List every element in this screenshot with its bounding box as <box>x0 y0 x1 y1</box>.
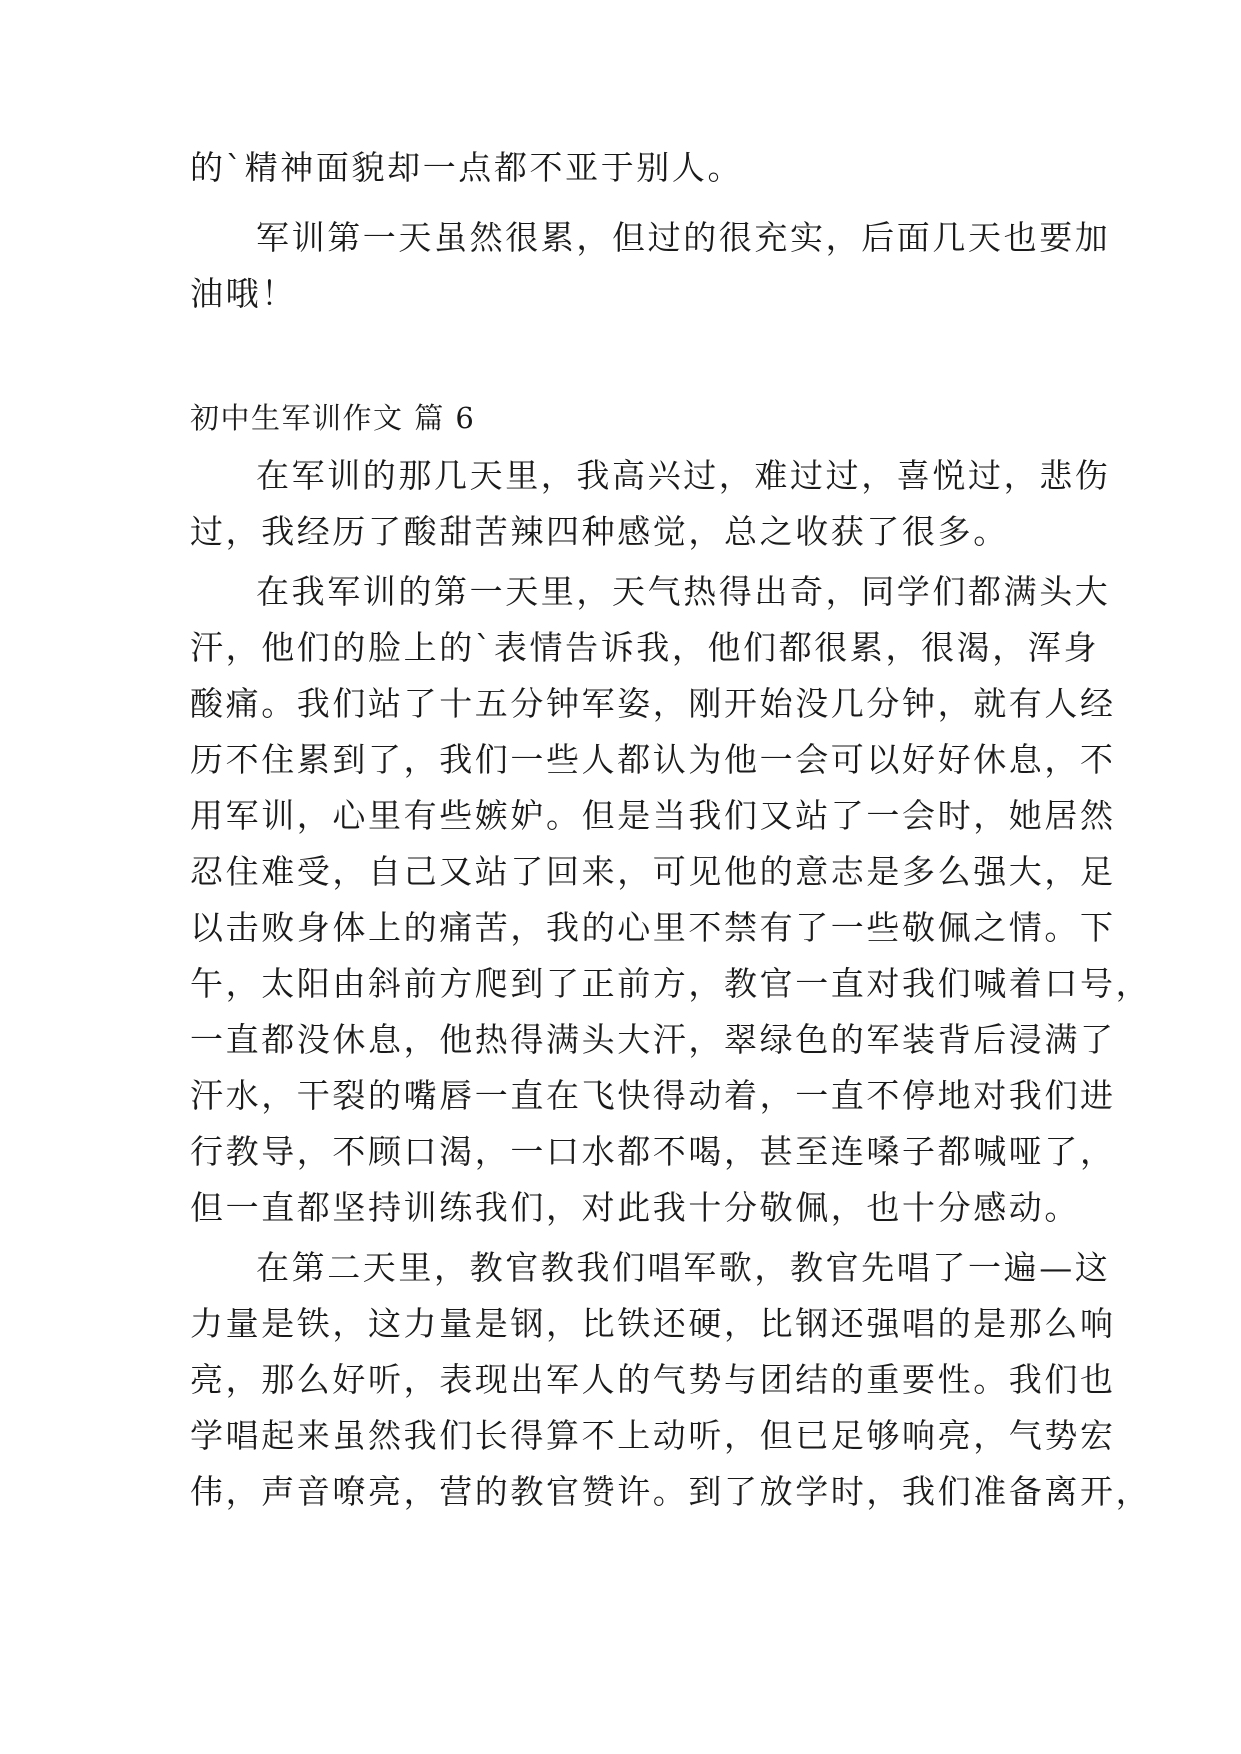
paragraph-line: 午，太阳由斜前方爬到了正前方，教官一直对我们喊着口号， <box>190 964 1152 1003</box>
paragraph-line: 汗水，干裂的嘴唇一直在飞快得动着，一直不停地对我们进 <box>190 1076 1116 1115</box>
paragraph-line: 在我军训的第一天里，天气热得出奇，同学们都满头大 <box>256 572 1111 611</box>
paragraph-line: 军训第一天虽然很累，但过的很充实，后面几天也要加 <box>256 218 1111 257</box>
paragraph-line: 忍住难受，自己又站了回来，可见他的意志是多么强大，足 <box>190 852 1116 891</box>
paragraph-line: 油哦！ <box>190 274 297 313</box>
paragraph-line: 在第二天里，教官教我们唱军歌，教官先唱了一遍—这 <box>256 1248 1111 1287</box>
paragraph-line: 力量是铁，这力量是钢，比铁还硬，比钢还强唱的是那么响 <box>190 1304 1116 1343</box>
paragraph-line: 在军训的那几天里，我高兴过，难过过，喜悦过，悲伤 <box>256 456 1111 495</box>
paragraph-line: 伟，声音嘹亮，营的教官赞许。到了放学时，我们准备离开， <box>190 1472 1152 1511</box>
paragraph-line: 学唱起来虽然我们长得算不上动听，但已足够响亮，气势宏 <box>190 1416 1116 1455</box>
paragraph-line: 过，我经历了酸甜苦辣四种感觉，总之收获了很多。 <box>190 512 1009 551</box>
paragraph-line: 亮，那么好听，表现出军人的气势与团结的重要性。我们也 <box>190 1360 1116 1399</box>
paragraph-line: 但一直都坚持训练我们，对此我十分敬佩，也十分感动。 <box>190 1188 1080 1227</box>
paragraph-line: 的`精神面貌却一点都不亚于别人。 <box>190 148 744 187</box>
paragraph-line: 历不住累到了，我们一些人都认为他一会可以好好休息，不 <box>190 740 1116 779</box>
paragraph-line: 用军训，心里有些嫉妒。但是当我们又站了一会时，她居然 <box>190 796 1116 835</box>
paragraph-line: 行教导，不顾口渴，一口水都不喝，甚至连嗓子都喊哑了， <box>190 1132 1116 1171</box>
paragraph-line: 酸痛。我们站了十五分钟军姿，刚开始没几分钟，就有人经 <box>190 684 1116 723</box>
paragraph-line: 一直都没休息，他热得满头大汗，翠绿色的军装背后浸满了 <box>190 1020 1116 1059</box>
paragraph-line: 汗，他们的脸上的`表情告诉我，他们都很累，很渴，浑身 <box>190 628 1100 667</box>
paragraph-line: 以击败身体上的痛苦，我的心里不禁有了一些敬佩之情。下 <box>190 908 1116 947</box>
section-heading: 初中生军训作文 篇 6 <box>190 401 476 435</box>
